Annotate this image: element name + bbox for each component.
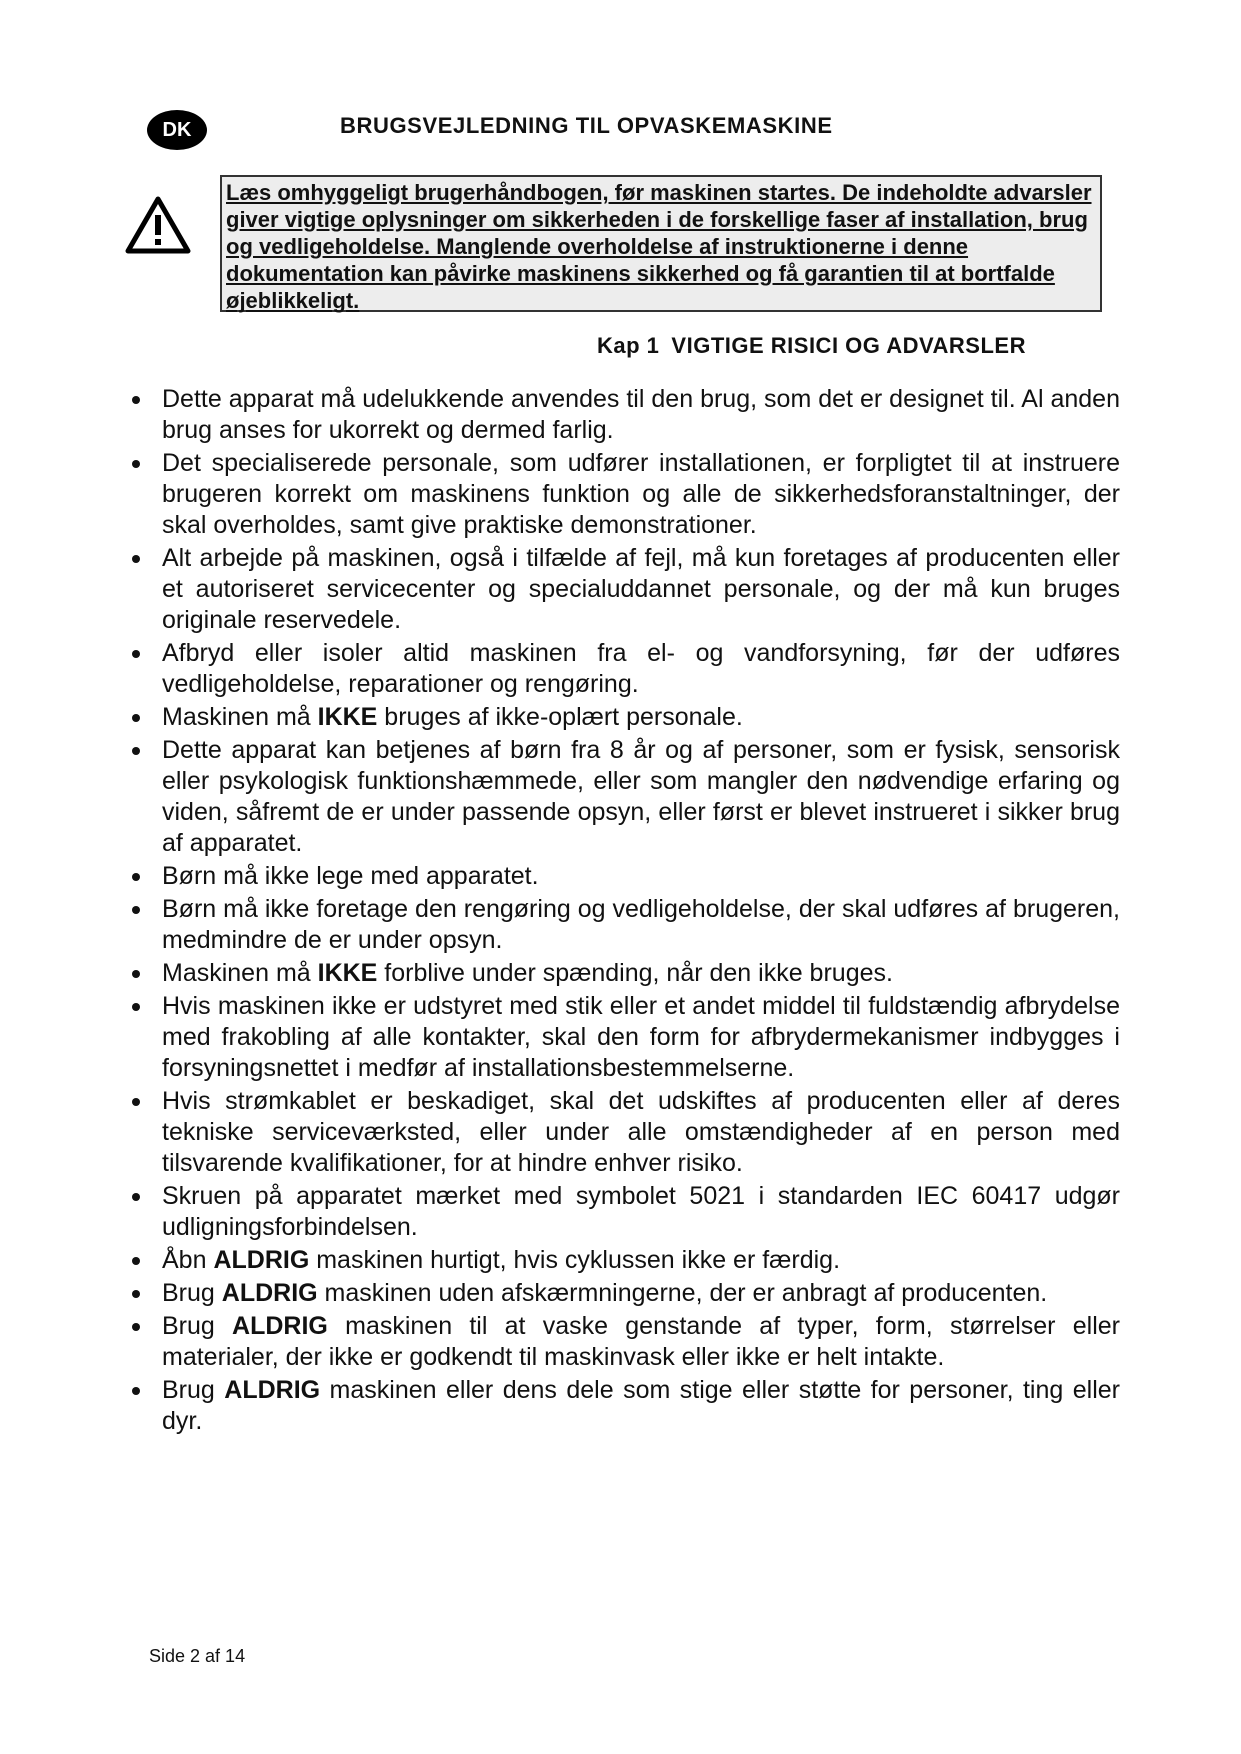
safety-rule-item: [120, 1181, 1120, 1243]
rule-text: maskinen til at vaske genstande af typer, form, størrelser eller materialer, der ikke er godkendt til maskinvask eller ikke er helt intakte.: [162, 1312, 1120, 1371]
rule-text: Det specialiserede personale, som udfører installationen, er forpligtet til at instruere brugeren korrekt om maskinens funktion og alle de sikkerhedsforanstaltninger, der skal overholdes, samt give praktiske demonstrationer.: [162, 449, 1120, 539]
warning-notice-text: Læs omhyggeligt brugerhåndbogen, før maskinen startes. De indeholdte advarsler giver vigtige oplysninger om sikkerheden i de forskellige faser af installation, brug og vedligeholdelse. Manglende overholdelse af instruktionerne i denne dokumentation kan påvirke maskinens sikkerhed og få garantien til at bortfalde øjeblikkeligt.: [226, 180, 1092, 313]
safety-rule-item: [120, 1375, 1120, 1437]
bullet-icon: [132, 1323, 140, 1331]
rule-text: Hvis maskinen ikke er udstyret med stik eller et andet middel til fuldstændig afbrydelse med frakobling af alle kontakter, skal den form for afbrydermekanismer indbygges i forsyningsnettet i medfør af installationsbestemmelserne.: [162, 992, 1120, 1082]
safety-rule-item: [120, 1245, 1120, 1276]
rule-text: Brug: [162, 1312, 233, 1340]
bullet-icon: [132, 1387, 140, 1395]
safety-rule-item: [120, 1278, 1120, 1309]
rule-emphasis: ALDRIG: [221, 1279, 318, 1307]
chapter-number: Kap 1: [597, 333, 660, 358]
rule-text: Brug: [162, 1376, 225, 1404]
rule-text: Afbryd eller isoler altid maskinen fra el- og vandforsyning, før der udføres vedligeholdelse, reparationer og rengøring.: [162, 639, 1120, 698]
rule-emphasis: ALDRIG: [232, 1312, 328, 1340]
safety-rule-item: [120, 1086, 1120, 1179]
bullet-icon: [132, 873, 140, 881]
rule-text: Maskinen må: [162, 959, 318, 987]
rule-text: maskinen uden afskærmningerne, der er anbragt af producenten.: [317, 1279, 1048, 1307]
rule-text: maskinen hurtigt, hvis cyklussen ikke er færdig.: [309, 1246, 841, 1274]
page-number: Side 2 af 14: [149, 1646, 246, 1666]
bullet-icon: [132, 714, 140, 722]
rule-text: bruges af ikke-oplært personale.: [377, 703, 743, 731]
safety-rule-item: [120, 448, 1120, 541]
safety-rule-item: [120, 735, 1120, 859]
bullet-icon: [132, 1003, 140, 1011]
warning-triangle-icon: [125, 195, 191, 255]
rule-text: maskinen eller dens dele som stige eller støtte for personer, ting eller dyr.: [162, 1376, 1120, 1435]
bullet-icon: [132, 1257, 140, 1265]
safety-rule-item: [120, 958, 1120, 989]
language-badge: DK: [147, 110, 207, 150]
rule-text: forblive under spænding, når den ikke bruges.: [377, 959, 893, 987]
safety-rules-list: [120, 384, 1120, 1439]
rule-text: Åbn: [162, 1246, 214, 1274]
safety-rule-item: [120, 638, 1120, 700]
rule-text: Alt arbejde på maskinen, også i tilfælde af fejl, må kun foretages af producenten eller et autoriseret servicecenter og specialuddannet personale, og der må kun bruges originale reservedele.: [162, 544, 1120, 634]
safety-rule-item: [120, 543, 1120, 636]
rule-text: Brug: [162, 1279, 222, 1307]
warning-notice-box: [220, 175, 1102, 312]
safety-rule-item: [120, 702, 1120, 733]
safety-rule-item: [120, 991, 1120, 1084]
rule-text: Skruen på apparatet mærket med symbolet 5021 i standarden IEC 60417 udgør udligningsforbindelsen.: [162, 1182, 1120, 1241]
bullet-icon: [132, 1290, 140, 1298]
rule-emphasis: IKKE: [317, 959, 378, 987]
bullet-icon: [132, 970, 140, 978]
safety-rule-item: [120, 894, 1120, 956]
safety-rule-item: [120, 861, 1120, 892]
safety-rule-item: [120, 1311, 1120, 1373]
document-title: BRUGSVEJLEDNING TIL OPVASKEMASKINE: [340, 113, 833, 138]
rule-emphasis: ALDRIG: [213, 1246, 310, 1274]
bullet-icon: [132, 650, 140, 658]
safety-rule-item: [120, 384, 1120, 446]
bullet-icon: [132, 555, 140, 563]
bullet-icon: [132, 747, 140, 755]
rule-text: Maskinen må: [162, 703, 318, 731]
rule-emphasis: IKKE: [317, 703, 378, 731]
bullet-icon: [132, 906, 140, 914]
rule-text: Dette apparat kan betjenes af børn fra 8 år og af personer, som er fysisk, sensorisk eller psykologisk funktionshæmmede, eller som mangler den nødvendige erfaring og viden, såfremt de er under passende opsyn, eller først er blevet instrueret i sikker brug af apparatet.: [162, 736, 1120, 857]
rule-text: Hvis strømkablet er beskadiget, skal det udskiftes af producenten eller af deres tekniske serviceværksted, eller under alle omstændigheder af en person med tilsvarende kvalifikationer, for at hindre enhver risiko.: [162, 1087, 1120, 1177]
chapter-heading: [597, 333, 1026, 359]
bullet-icon: [132, 1098, 140, 1106]
bullet-icon: [132, 1193, 140, 1201]
chapter-title: VIGTIGE RISICI OG ADVARSLER: [671, 333, 1026, 358]
rule-text: Børn må ikke lege med apparatet.: [162, 862, 539, 890]
rule-emphasis: ALDRIG: [224, 1376, 321, 1404]
bullet-icon: [132, 396, 140, 404]
rule-text: Børn må ikke foretage den rengøring og vedligeholdelse, der skal udføres af brugeren, medmindre de er under opsyn.: [162, 895, 1120, 954]
bullet-icon: [132, 460, 140, 468]
rule-text: Dette apparat må udelukkende anvendes til den brug, som det er designet til. Al anden brug anses for ukorrekt og dermed farlig.: [162, 385, 1120, 444]
